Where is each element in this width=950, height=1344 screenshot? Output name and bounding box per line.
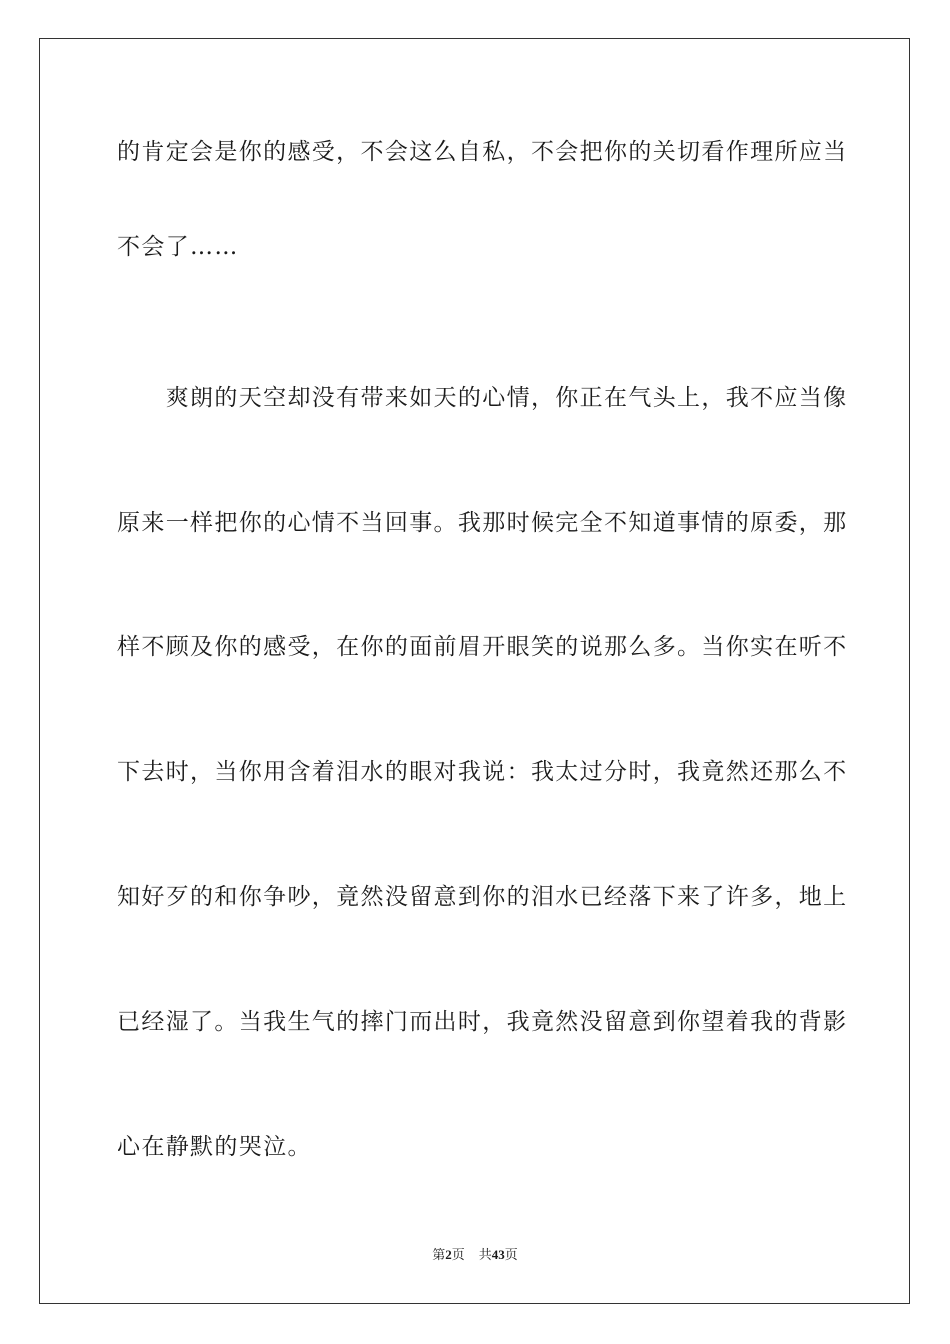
paragraph-line: 不会了…… <box>117 234 239 260</box>
paragraph-line: 已经湿了。当我生气的摔门而出时，我竟然没留意到你望着我的背影 <box>117 1009 848 1035</box>
page-number: 2 <box>445 1247 452 1262</box>
page-suffix: 页 <box>451 1248 465 1263</box>
paragraph-line: 下去时，当你用含着泪水的眼对我说：我太过分时，我竟然还那么不 <box>117 759 848 785</box>
total-prefix: 共 <box>478 1248 492 1263</box>
paragraph-line: 心在静默的哭泣。 <box>117 1134 312 1160</box>
paragraph-line: 样不顾及你的感受，在你的面前眉开眼笑的说那么多。当你实在听不 <box>117 634 848 660</box>
total-suffix: 页 <box>504 1248 518 1263</box>
page-footer <box>0 1246 950 1265</box>
paragraph-line: 原来一样把你的心情不当回事。我那时候完全不知道事情的原委，那 <box>117 510 848 536</box>
paragraph-line: 爽朗的天空却没有带来如天的心情，你正在气头上，我不应当像 <box>117 385 848 411</box>
page-prefix: 第 <box>432 1248 446 1263</box>
paragraph-line: 知好歹的和你争吵，竟然没留意到你的泪水已经落下来了许多，地上 <box>117 884 848 910</box>
total-pages: 43 <box>491 1247 505 1262</box>
paragraph-line: 的肯定会是你的感受，不会这么自私，不会把你的关切看作理所应当 <box>117 139 848 165</box>
page-border <box>39 38 910 1304</box>
